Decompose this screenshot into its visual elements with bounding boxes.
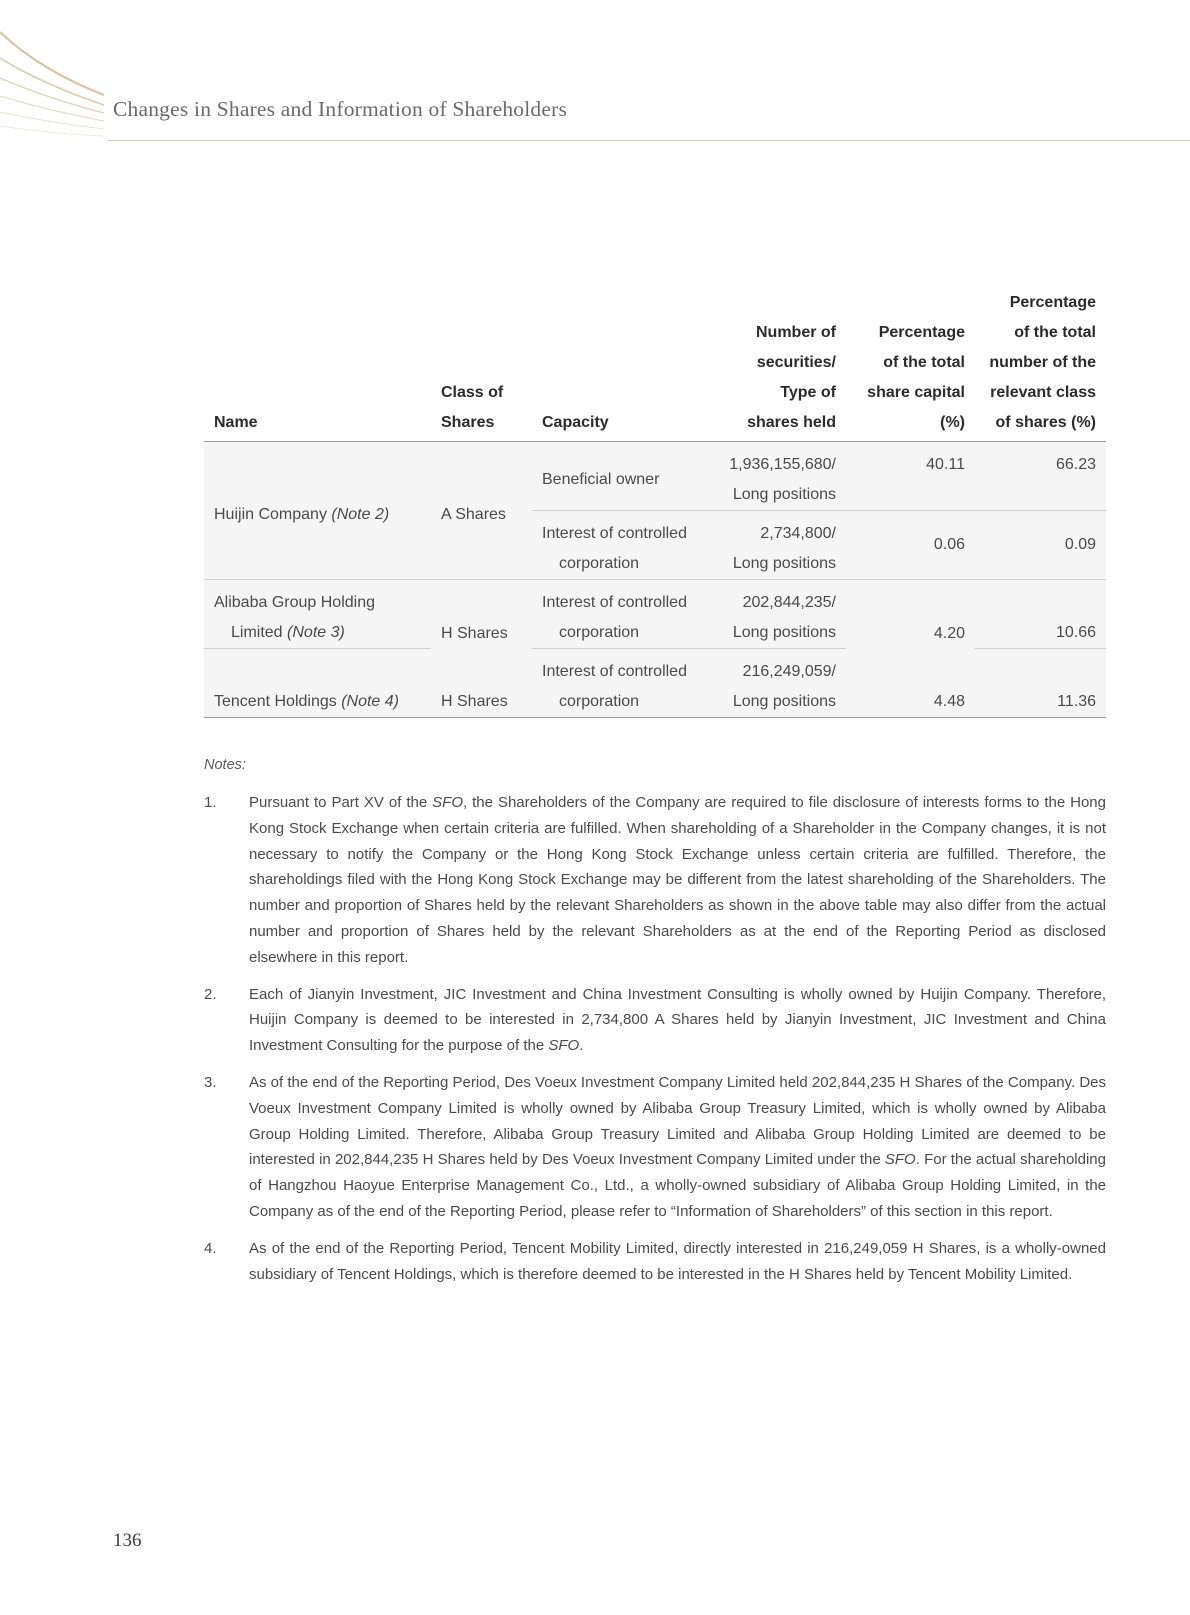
decorative-arcs	[0, 0, 110, 150]
cell-capacity: Interest of controlled corporation	[532, 511, 708, 580]
cell-number: 2,734,800/ Long positions	[708, 511, 846, 580]
cell-name: Alibaba Group Holding Limited (Note 3)	[204, 580, 431, 649]
cell-pct-capital: 4.20	[846, 580, 975, 649]
note-item: 3. As of the end of the Reporting Period, Des Voeux Investment Company Limited held 202,844,235 H Shares of the Company. Des Voeux Investment Company Limited is wholly owned by Alibaba Group Treasury Limited, which is wholly owned by Alibaba Group Holding Limited. Therefore, Alibaba Group Treasury Limited and Alibaba Group Holding Limited are deemed to be interested in 202,844,235 H Shares held by Des Voeux Investment Company Limited under the SFO. For the actual shareholding of Hangzhou Haoyue Enterprise Management Co., Ltd., a wholly-owned subsidiary of Alibaba Group Holding Limited, in the Company as of the end of the Reporting Period, please refer to “Information of Shareholders” of this section in this report.	[204, 1073, 1106, 1220]
table-row	[204, 450, 1106, 511]
cell-capacity: Beneficial owner	[532, 450, 708, 511]
header-divider	[108, 140, 1190, 141]
cell-pct-class: 0.09	[975, 511, 1106, 580]
cell-pct-class: 66.23	[975, 450, 1106, 511]
col-header-number: Number of securities/ Type of shares held	[708, 288, 846, 442]
cell-name: Tencent Holdings (Note 4)	[204, 649, 431, 718]
cell-pct-capital: 4.48	[846, 649, 975, 718]
table-row	[204, 580, 1106, 649]
cell-class: A Shares	[431, 450, 532, 580]
col-header-capacity: Capacity	[532, 288, 708, 442]
cell-number: 1,936,155,680/ Long positions	[708, 450, 846, 511]
cell-capacity: Interest of controlled corporation	[532, 580, 708, 649]
running-title: Changes in Shares and Information of Shareholders	[113, 97, 568, 121]
shareholding-table	[204, 288, 1106, 718]
notes-heading: Notes:	[204, 757, 246, 773]
col-header-class: Class of Shares	[431, 288, 532, 442]
page-number: 136	[113, 1530, 142, 1551]
cell-number: 202,844,235/ Long positions	[708, 580, 846, 649]
table-header-row	[204, 288, 1106, 442]
note-item: 2. Each of Jianyin Investment, JIC Investment and China Investment Consulting is wholly owned by Huijin Company. Therefore, Huijin Company is deemed to be interested in 2,734,800 A Shares held by Jianyin Investment, JIC Investment and China Investment Consulting for the purpose of the SFO.	[204, 985, 1106, 1055]
cell-name: Huijin Company (Note 2)	[204, 450, 431, 580]
col-header-pct-capital: Percentage of the total share capital (%)	[846, 288, 975, 442]
notes-list	[204, 790, 1106, 1298]
cell-pct-class: 10.66	[975, 580, 1106, 649]
cell-class: H Shares	[431, 649, 532, 718]
table-row	[204, 649, 1106, 718]
col-header-pct-class: Percentage of the total number of the relevant class of shares (%)	[975, 288, 1106, 442]
cell-capacity: Interest of controlled corporation	[532, 649, 708, 718]
cell-number: 216,249,059/ Long positions	[708, 649, 846, 718]
note-item: 1. Pursuant to Part XV of the SFO, the Shareholders of the Company are required to file disclosure of interests forms to the Hong Kong Stock Exchange when certain criteria are fulfilled. When shareholding of a Shareholder in the Company changes, it is not necessary to notify the Company or the Hong Kong Stock Exchange unless certain criteria are fulfilled. Therefore, the shareholdings filed with the Hong Kong Stock Exchange may be different from the latest shareholding of the Shareholders. The number and proportion of Shares held by the relevant Shareholders as shown in the above table may also differ from the actual number and proportion of Shares held by the relevant Shareholders as at the end of the Reporting Period as disclosed elsewhere in this report.	[204, 794, 1106, 966]
col-header-name: Name	[204, 288, 431, 442]
cell-pct-class: 11.36	[975, 649, 1106, 718]
cell-class: H Shares	[431, 580, 532, 649]
cell-pct-capital: 0.06	[846, 511, 975, 580]
cell-pct-capital: 40.11	[846, 450, 975, 511]
note-item: 4. As of the end of the Reporting Period, Tencent Mobility Limited, directly interested in 216,249,059 H Shares, is a wholly-owned subsidiary of Tencent Holdings, which is therefore deemed to be interested in the H Shares held by Tencent Mobility Limited.	[204, 1239, 1106, 1283]
